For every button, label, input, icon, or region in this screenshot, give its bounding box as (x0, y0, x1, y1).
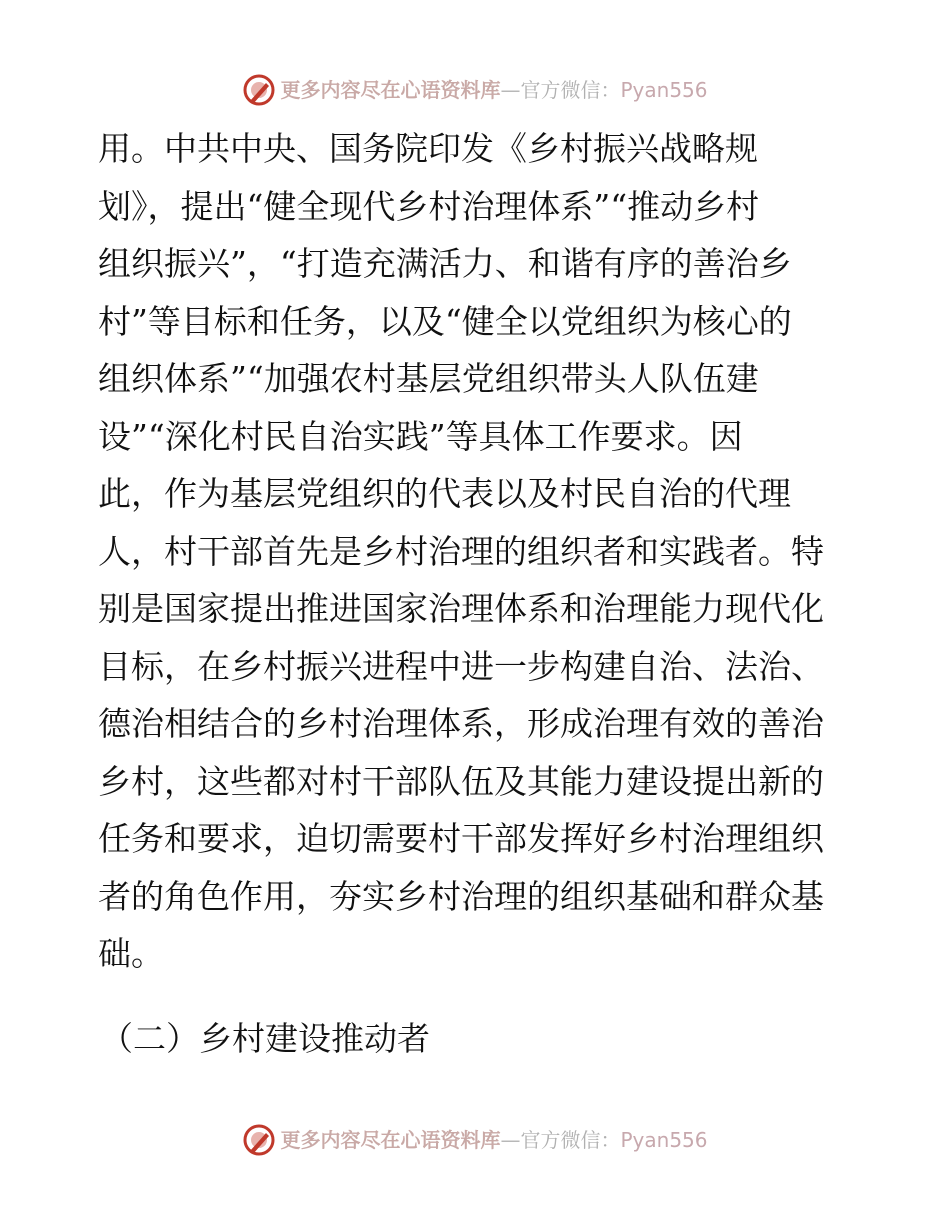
watermark-id: Pyan556 (620, 78, 708, 102)
document-body (98, 120, 858, 983)
watermark-main: 更多内容尽在心语资料库 (280, 78, 501, 102)
watermark-text (280, 70, 707, 110)
body-line: 设”“深化村民自治实践”等具体工作要求。因 (98, 416, 743, 456)
body-line: 组织振兴”，“打造充满活力、和谐有序的善治乡 (98, 244, 792, 283)
section-heading: （二）乡村建设推动者 (100, 1019, 430, 1058)
watermark-label: 官方微信： (520, 1128, 621, 1152)
footer-watermark (0, 1120, 950, 1160)
body-line: 者的角色作用，夯实乡村治理的组织基础和群众基 (98, 876, 824, 916)
watermark-dash: — (500, 78, 521, 102)
body-line: 组织体系”“加强农村基层党组织带头人队伍建 (98, 359, 759, 398)
body-line: 划》，提出“健全现代乡村治理体系”“推动乡村 (98, 186, 760, 226)
header-watermark (0, 70, 950, 110)
watermark-main: 更多内容尽在心语资料库 (280, 1128, 501, 1152)
pen-logo-icon (242, 73, 276, 107)
body-line: 此，作为基层党组织的代表以及村民自治的代理 (98, 474, 791, 513)
pen-logo-icon (242, 1123, 276, 1157)
watermark-label: 官方微信： (520, 78, 621, 102)
body-line: 德治相结合的乡村治理体系，形成治理有效的善治 (98, 704, 824, 743)
body-line: 乡村，这些都对村干部队伍及其能力建设提出新的 (98, 761, 824, 801)
watermark-dash: — (500, 1128, 521, 1152)
body-line: 目标，在乡村振兴进程中进一步构建自治、法治、 (98, 646, 824, 686)
body-line: 用。中共中央、国务院印发《乡村振兴战略规 (98, 129, 758, 168)
body-line: 人，村干部首先是乡村治理的组织者和实践者。特 (98, 531, 824, 571)
body-paragraph (98, 120, 858, 983)
body-line: 任务和要求，迫切需要村干部发挥好乡村治理组织 (98, 819, 824, 858)
body-line: 别是国家提出推进国家治理体系和治理能力现代化 (98, 589, 824, 628)
watermark-text (280, 1120, 707, 1160)
body-line: 村”等目标和任务，以及“健全以党组织为核心的 (98, 301, 792, 341)
body-line: 础。 (98, 934, 164, 973)
watermark-id: Pyan556 (620, 1128, 708, 1152)
